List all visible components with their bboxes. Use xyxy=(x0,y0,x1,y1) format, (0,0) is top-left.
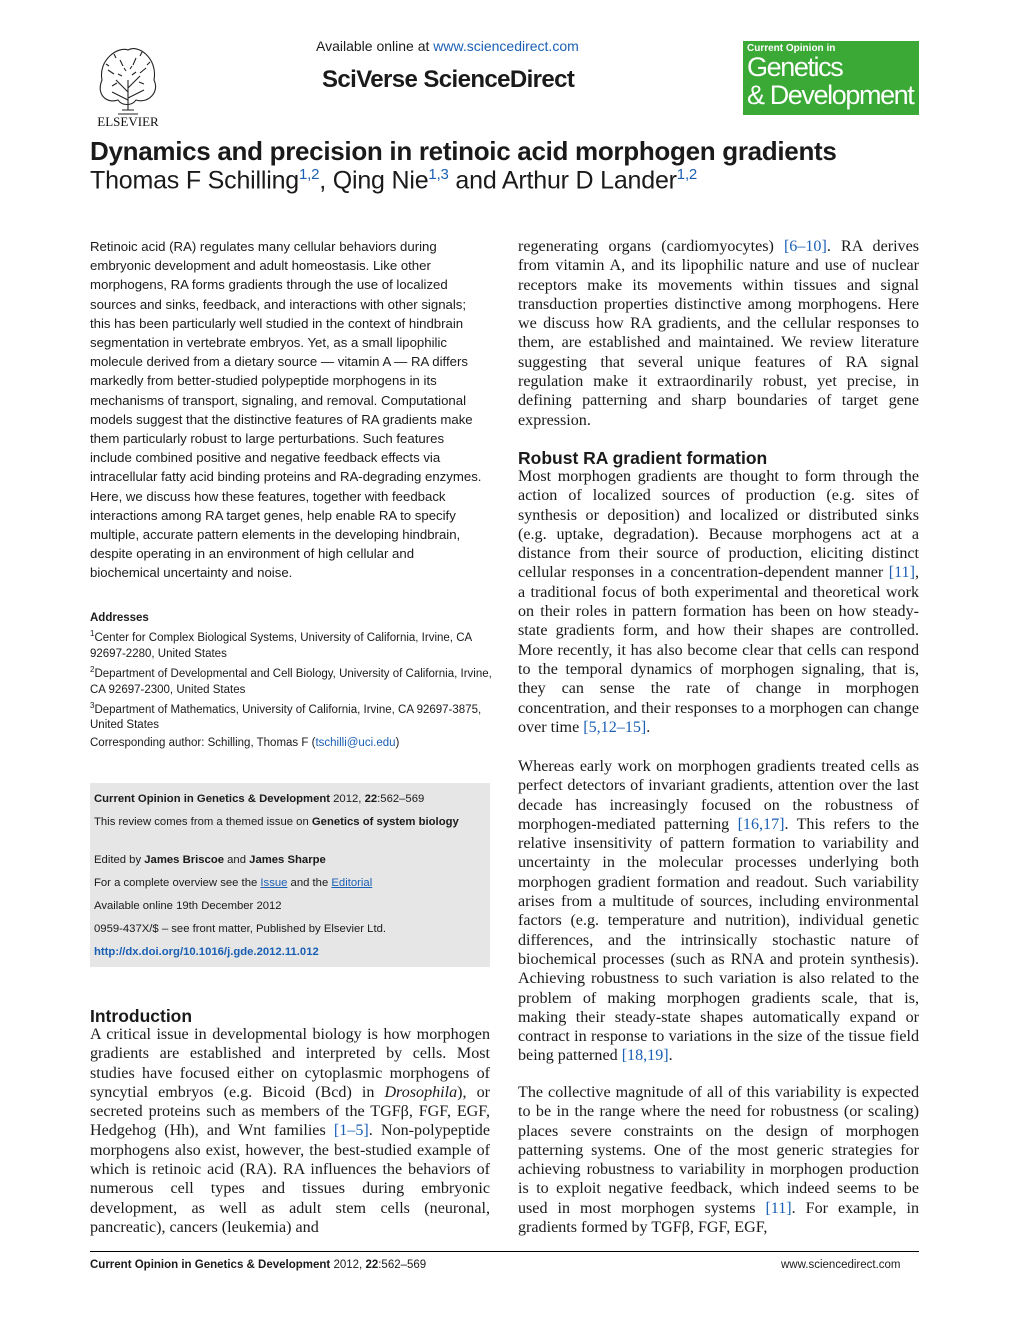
reference-link[interactable]: [6–10] xyxy=(783,238,827,255)
sciencedirect-link[interactable]: www.sciencedirect.com xyxy=(433,38,579,54)
paragraph: A critical issue in developmental biology is how morphogen gradients are established and interpreted by cells. Most studies have focused either on cytoplasmic morphogens of syncytial embryos (e.g. Bicoid (Bcd) in Drosophila), or secreted proteins such as members of the TGFβ, FGF, EGF, Hedgehog (Hh), and Wnt families [1–5]. Non-polypeptide morphogens also exist, however, the best-studied example of which is retinoic acid (RA). RA influences the behaviors of numerous cell types and tissues during embryonic development, as well as adult stem cells (neuronal, pancreatic), cancers (leukemia) and xyxy=(90,1026,490,1236)
paragraph: regenerating organs (cardiomyocytes) [6–10]. RA derives from vitamin A, and its lipophilic nature and use of nuclear receptors make its movements within tissues and signal transduction properties distinctive among morphogens. Here we discuss how RA gradients, and the cellular responses to them, are established and maintained. We review literature suggesting that several unique features of RA signal regulation make it extraordinarily robust, yet precise, in defining patterning and sharp boundaries of target gene expression. xyxy=(518,238,920,429)
elsevier-wordmark: ELSEVIER xyxy=(97,114,159,128)
available-date: Available online 19th December 2012 xyxy=(94,900,282,912)
addresses-heading: Addresses xyxy=(90,612,149,624)
elsevier-logo xyxy=(88,40,168,128)
address-item: $^1$Center for Complex Biological Systems, University of California, Irvine, CA 92697-2280, United States xyxy=(90,629,472,660)
journal-badge-small: Current Opinion in xyxy=(747,43,836,54)
journal-badge[interactable] xyxy=(743,41,919,115)
address-item: $^2$Department of Developmental and Cell Biology, University of California, Irvine, CA 92697-2300, United States xyxy=(90,664,492,696)
doi-link[interactable]: http://dx.doi.org/10.1016/j.gde.2012.11.012 xyxy=(94,946,319,958)
paragraph: Whereas early work on morphogen gradients treated cells as perfect detectors of invariant gradients, attention over the last decade has increasingly focused on the robustness of morphogen-mediated patterning [16,17]. This refers to the relative insensitivity of pattern formation to variability and uncertainty in the molecular processes underlying both morphogen gradient formation and readout. Such variability arises from a multitude of sources, including environmental factors (e.g. temperature and nutrition), individual genetic differences, and the intrinsically stochastic nature of biochemical processes (such as RNA and protein synthesis). Achieving robustness to such variation is also related to the problem of making morphogen gradients scale, that is, making their steady-state shapes automatically expand or contract in response to variations in the size of the tissue field being patterned [18,19]. xyxy=(518,758,919,1065)
corresponding-author: Corresponding author: Schilling, Thomas F (tschilli@uci.edu) xyxy=(90,737,400,749)
author-list: Thomas F Schilling$^{1,2}$, Qing Nie$^{1,3}$ and Arthur D Lander$^{1,2}$ xyxy=(90,166,698,195)
article-title: Dynamics and precision in retinoic acid morphogen gradients xyxy=(90,136,837,166)
paragraph: The collective magnitude of all of this variability is expected to be in the range where the need for robustness (or scaling) places severe constraints on the design of morphogen patterning systems. One of the most generic strategies for achieving robustness to variability in morphogen production is to exploit negative feedback, which indeed seems to be used in most morphogen systems [11]. For example, in gradients formed by TGFβ, FGF, EGF, xyxy=(518,1084,919,1237)
reference-link[interactable]: [18,19] xyxy=(621,1047,669,1065)
editorial-link[interactable]: Editorial xyxy=(331,877,373,889)
available-online: Available online at www.sciencedirect.com xyxy=(316,38,579,54)
overview-line: For a complete overview see the Issue and the Editorial xyxy=(94,877,373,889)
addresses xyxy=(90,610,494,733)
article-info-box xyxy=(90,783,490,967)
author-name: Arthur D Lander xyxy=(501,166,677,195)
reference-link[interactable]: [11] xyxy=(888,564,915,582)
footer-site[interactable]: www.sciencedirect.com xyxy=(781,1259,901,1271)
reference-link[interactable]: [11] xyxy=(765,1199,792,1217)
paragraph: Most morphogen gradients are thought to form through the action of localized sources of production (e.g. sites of synthesis or deposition) and localized or distributed sinks (e.g. uptake, degradation). Because morphogens act at a distance from their source of production, eliciting distinct cellular responses in a concentration-dependent manner [11], a traditional focus of both experimental and theoretical work on their roles in pattern formation has been on how steady-state gradients form, and how their shapes are controlled. More recently, it has also become clear that cells can respond to the temporal dynamics of morphogen signaling, that is, they can sense the rate of change in morphogen concentration, and their responses to a morphogen can change over time [5,12–15]. xyxy=(518,468,919,736)
abstract: Retinoic acid (RA) regulates many cellular behaviors during embryonic development and adult homeostasis. Like other morphogens, RA forms gradients through the use of localized sources and sinks, feedback, and interactions with other signals; this has been particularly well studied in the context of hindbrain segmentation in vertebrate embryos. Yet, as a small lipophilic molecule derived from a dietary source — vitamin A — RA differs markedly from better-studied polypeptide morphogens in its mechanisms of transport, signaling, and removal. Computational models suggest that the distinctive features of RA gradients make them particularly robust to large perturbations. Such features include combined positive and negative feedback effects via intracellular fatty acid binding proteins and RA-degrading enzymes. Here, we discuss how these features, together with feedback interactions among RA target genes, help enable RA to specify multiple, accurate pattern elements in the developing hindbrain, despite operating in an environment of high cellular and biochemical uncertainty and noise. xyxy=(90,239,482,581)
reference-link[interactable]: [5,12–15] xyxy=(583,718,647,736)
editors-line: Edited by James Briscoe and James Sharpe xyxy=(94,854,326,866)
footer-citation: Current Opinion in Genetics & Development 2012, 22:562–569 xyxy=(90,1259,427,1271)
email-link[interactable]: tschilli@uci.edu xyxy=(315,737,396,749)
issue-link[interactable]: Issue xyxy=(260,877,288,889)
footer-divider xyxy=(90,1251,919,1252)
author-name: Qing Nie xyxy=(332,166,429,195)
author-name: Thomas F Schilling xyxy=(90,166,299,195)
reference-link[interactable]: [1–5] xyxy=(333,1122,369,1140)
author-affiliation: 1,2 xyxy=(298,166,320,183)
address-item: $^3$Department of Mathematics, University of California, Irvine, CA 92697-3875, United States xyxy=(90,700,482,732)
author-affiliation: 1,2 xyxy=(676,166,698,183)
citation-line: Current Opinion in Genetics & Development 2012, 22:562–569 xyxy=(94,793,425,805)
themed-issue-line: This review comes from a themed issue on Genetics of system biology xyxy=(94,816,459,828)
journal-badge-title: Genetics & Development xyxy=(747,52,914,110)
platform-name: SciVerse ScienceDirect xyxy=(322,66,575,93)
copyright-line: 0959-437X/$ – see front matter, Published by Elsevier Ltd. xyxy=(94,923,387,935)
section-heading-introduction: Introduction xyxy=(90,1006,193,1026)
section-heading-robust: Robust RA gradient formation xyxy=(518,448,768,468)
reference-link[interactable]: [16,17] xyxy=(737,815,785,833)
author-affiliation: 1,3 xyxy=(428,166,449,183)
